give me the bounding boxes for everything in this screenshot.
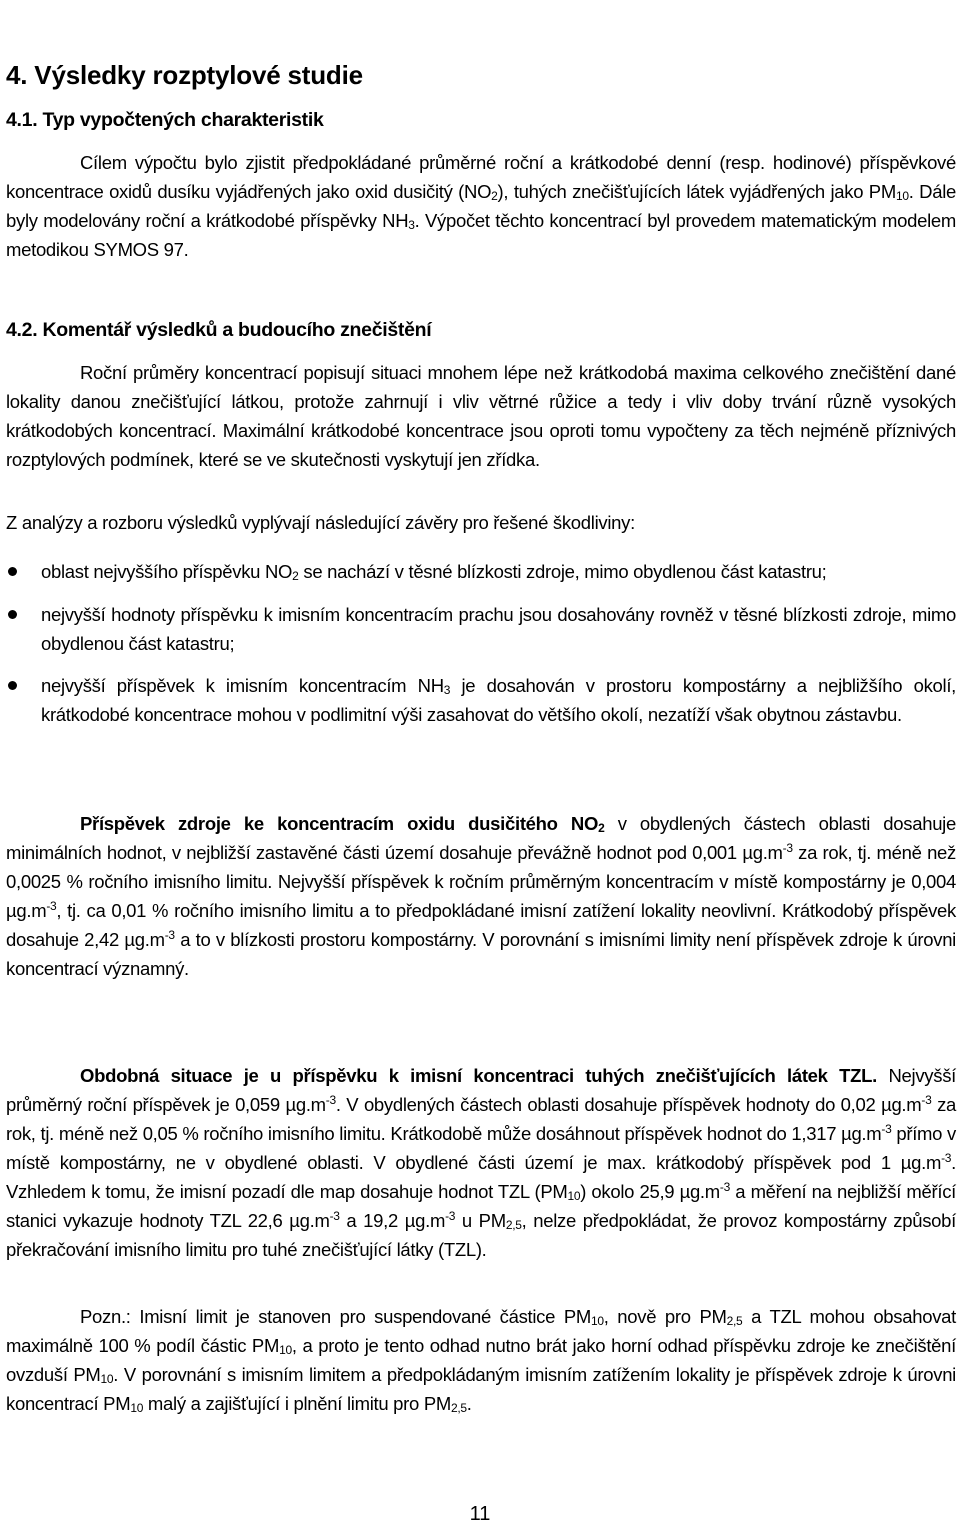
bullet-item-nh3: nejvyšší příspěvek k imisním koncentracím $NH_3$ je dosahován v prostoru kompostárny a nejbližšího okolí, krátkodobé koncentrace mohou v podlimitní výši zasahovat do většího okolí, nezatíží však obytnou zástavbu.: [6, 671, 956, 729]
bullet-icon: [8, 681, 17, 690]
section-4-1-title: 4.1. Typ vypočtených charakteristik: [6, 109, 324, 131]
bullet-item-dust: nejvyšší hodnoty příspěvku k imisním koncentracím prachu jsou dosahovány rovněž v těsné blízkosti zdroje, mimo obydlenou část katastru;: [6, 600, 956, 658]
bullet-icon: [8, 567, 17, 576]
bullet-icon: [8, 610, 17, 619]
section-4-2-paragraph-1: Roční průměry koncentrací popisují situaci mnohem lépe než krátkodobá maxima celkového znečištění dané lokality danou znečišťující látkou, protože zahrnují i vliv větrné růžice a tedy i vliv doby trvání různě vysokých krátkodobých koncentrací. Maximální krátkodobé koncentrace jsou oproti tomu vypočteny za těch nejméně příznivých rozptylových podmínek, které se ve skutečnosti vyskytují jen zřídka.: [6, 362, 956, 470]
no2-paragraph: Příspěvek zdroje ke koncentracím oxidu dusičitého $NO_2$ v obydlených částech oblasti dosahuje minimálních hodnot, v nejbližší zastavěné části území dosahuje převážně hodnot pod 0,001 $\mu g.m^{-3}$ za rok, tj. méně než 0,0025 % ročního imisního limitu. Nejvyšší příspěvek k ročním průměrným koncentracím v místě kompostárny je 0,004 $\mu g.m^{-3}$, tj. ca 0,01 % ročního imisního limitu a to předpokládané imisní zatížení lokality neovlivní. Krátkodobý příspěvek dosahuje 2,42 $\mu g.m^{-3}$ a to v blízkosti prostoru kompostárny. V porovnání s imisními limity není příspěvek zdroje k úrovni koncentrací významný.: [6, 813, 956, 979]
page-heading: 4. Výsledky rozptylové studie: [6, 60, 363, 90]
section-4-2-title: 4.2. Komentář výsledků a budoucího znečištění: [6, 319, 432, 341]
note-paragraph: Pozn.: Imisní limit je stanoven pro suspendované částice $PM_{10}$, nově pro $PM_{2,5}$ a TZL mohou obsahovat maximálně 100 % podíl částic $PM_{10}$, a proto je tento odhad nutno brát jako horní odhad příspěvku zdroje ke znečištění ovzduší $PM_{10}$. V porovnání s imisním limitem a předpokládaným imisním zatížením lokality je příspěvek zdroje k úrovni koncentrací $PM_{10}$ malý a zajišťující i plnění limitu pro $PM_{2,5}$.: [6, 1306, 956, 1415]
tzl-paragraph: Obdobná situace je u příspěvku k imisní koncentraci tuhých znečišťujících látek TZL. Nejvyšší průměrný roční příspěvek je 0,059 $\mu g.m^{-3}$. V obydlených částech oblasti dosahuje příspěvek hodnoty do 0,02 $\mu g.m^{-3}$ za rok, tj. méně než 0,05 % ročního imisního limitu. Krátkodobě může dosáhnout příspěvek hodnot do 1,317 $\mu g.m^{-3}$ přímo v místě kompostárny, ne v obydlené oblasti. V obydlené části území je max. krátkodobý příspěvek pod 1 $\mu g.m^{-3}$. Vzhledem k tomu, že imisní pozadí dle map dosahuje hodnot TZL $(PM_{10})$ okolo 25,9 $\mu g.m^{-3}$ a měření na nejbližší měřící stanici vykazuje hodnoty TZL 22,6 $\mu g.m^{-3}$ a 19,2 $\mu g.m^{-3}$ u $PM_{2,5}$, nelze předpokládat, že provoz kompostárny způsobí překračování imisního limitu pro tuhé znečišťující látky (TZL).: [6, 1065, 957, 1260]
analysis-intro: Z analýzy a rozboru výsledků vyplývají následující závěry pro řešené škodliviny:: [6, 512, 635, 533]
bullet-item-no2: oblast nejvyššího příspěvku $NO_2$ se nachází v těsné blízkosti zdroje, mimo obydlenou část katastru;: [6, 557, 956, 586]
section-4-1-paragraph: Cílem výpočtu bylo zjistit předpokládané průměrné roční a krátkodobé denní (resp. hodinové) příspěvkové koncentrace oxidů dusíku vyjádřených jako oxid dusičitý $(NO_2)$, tuhých znečišťujících látek vyjádřených jako $PM_{10}$. Dále byly modelovány roční a krátkodobé příspěvky $NH_3$. Výpočet těchto koncentrací byl provedem matematickým modelem metodikou SYMOS 97.: [6, 152, 957, 260]
page-number: 11: [469, 1503, 491, 1525]
